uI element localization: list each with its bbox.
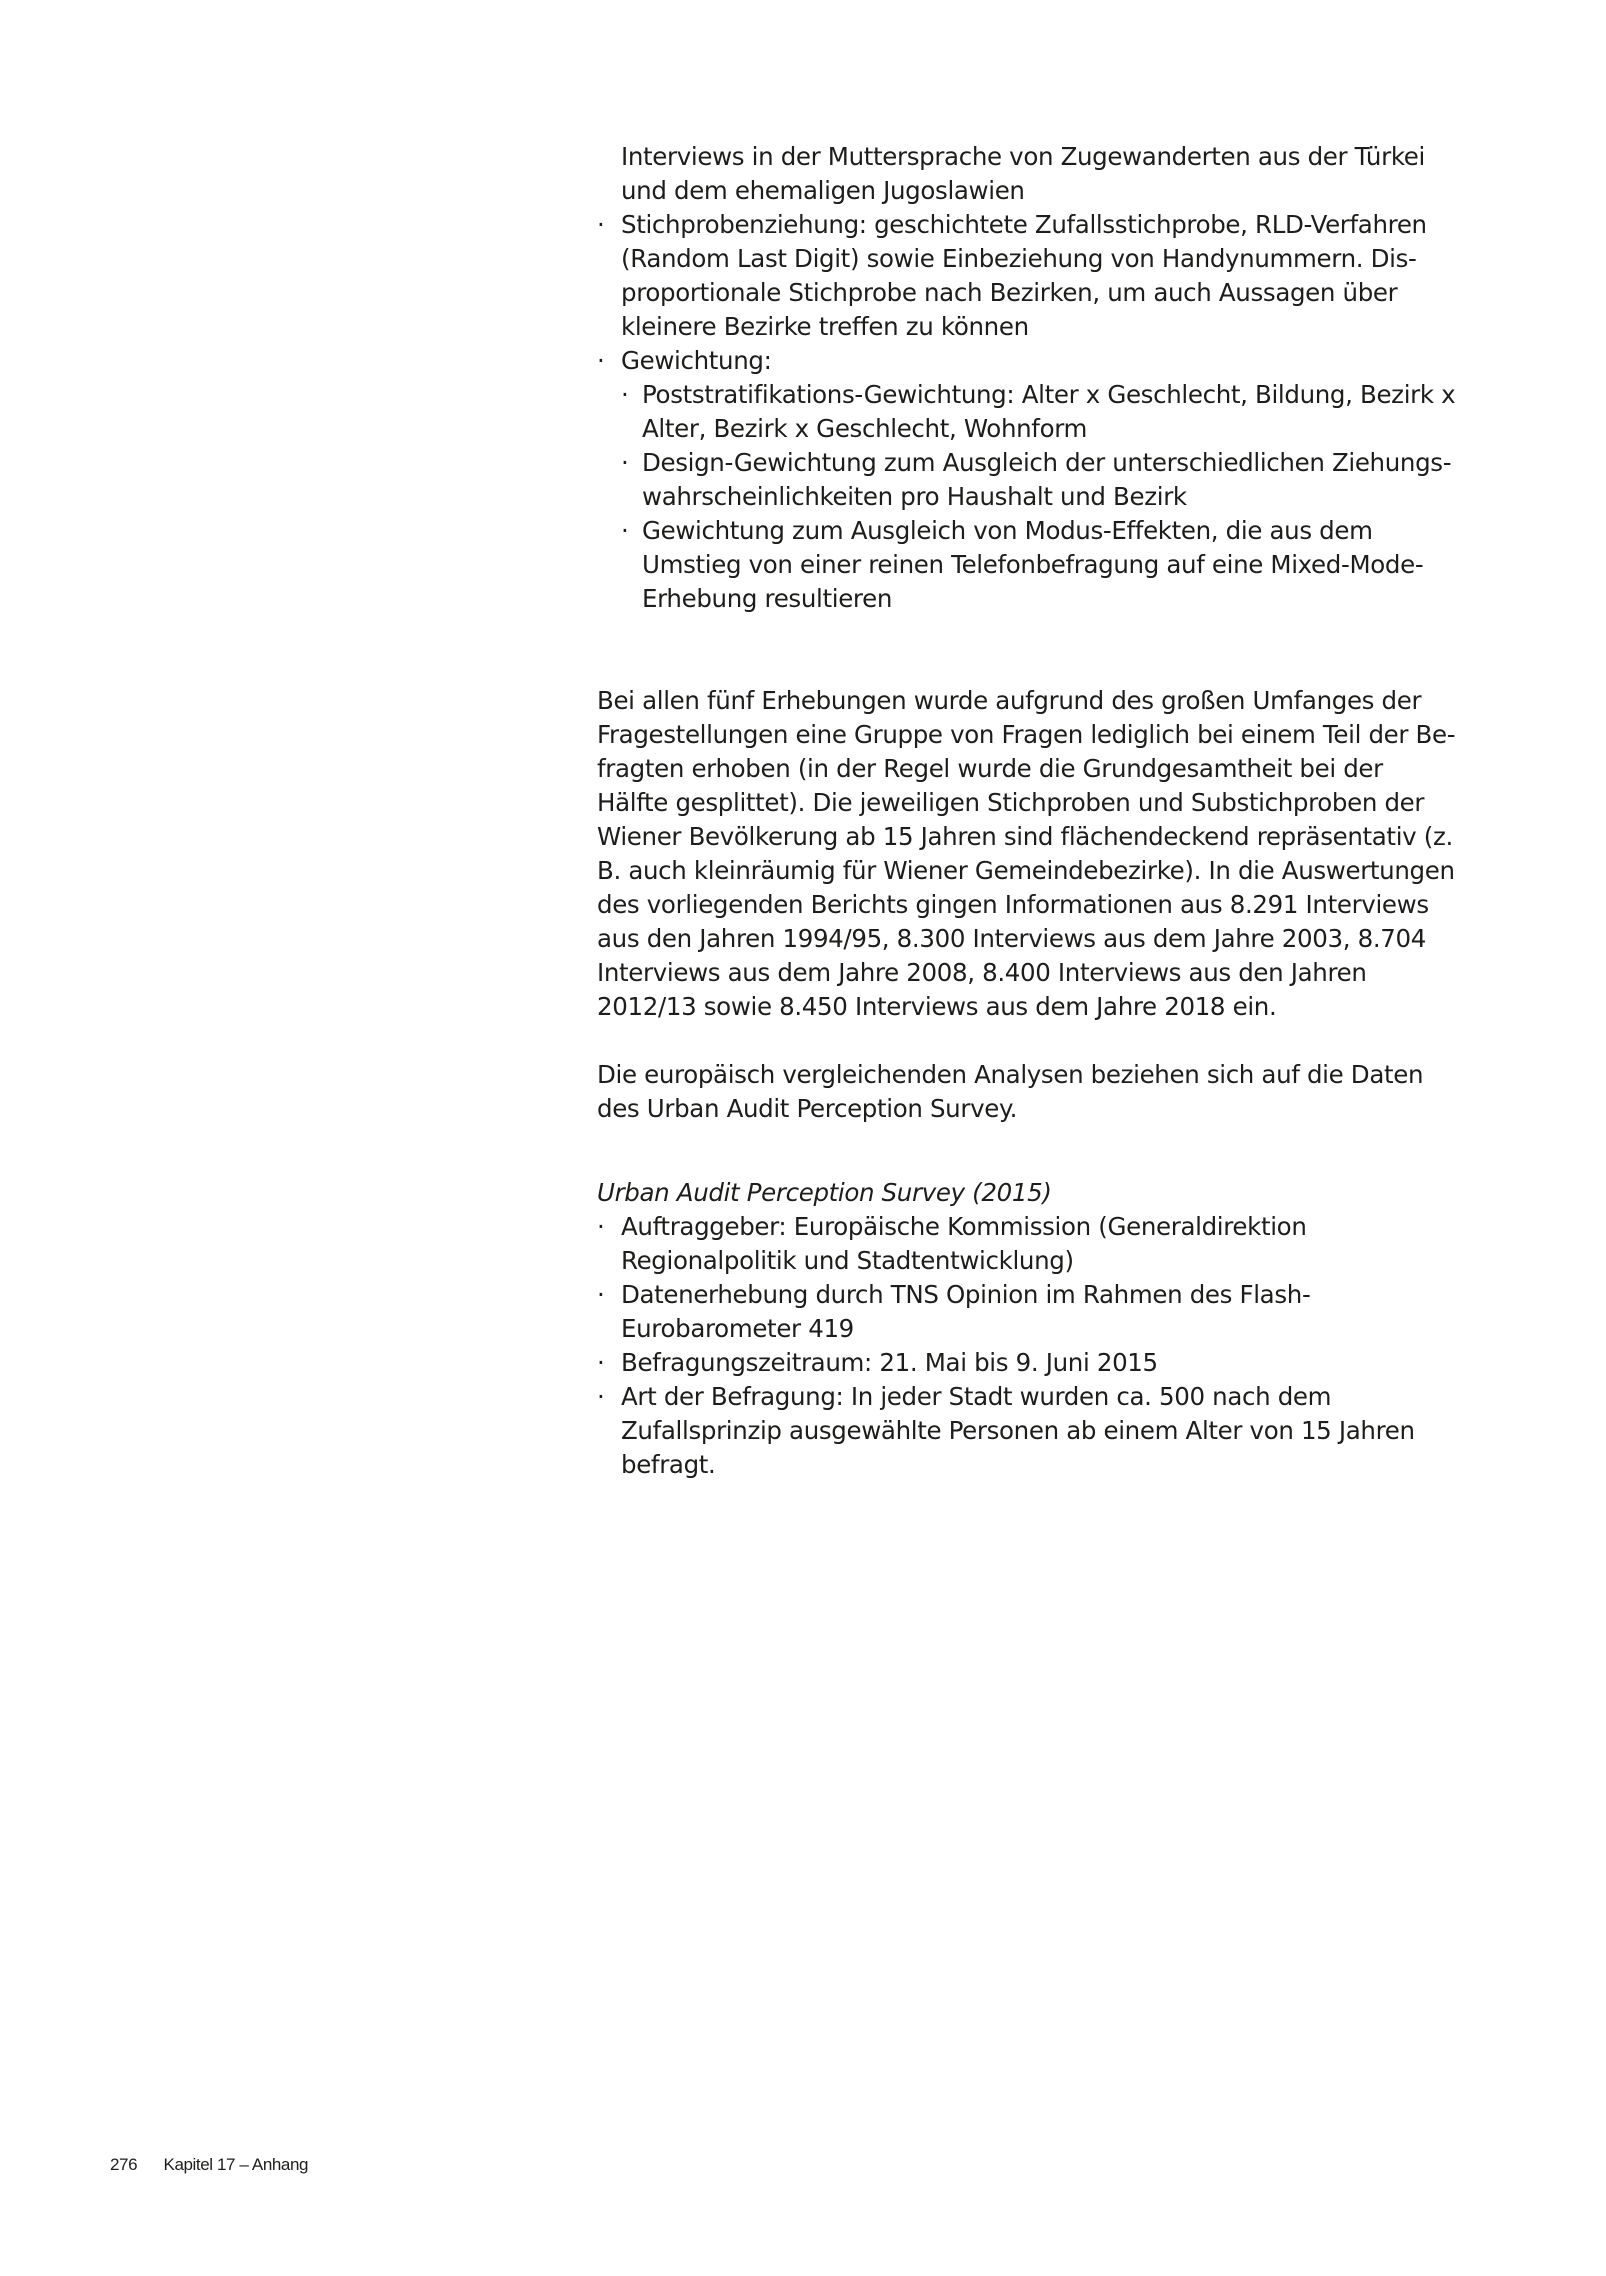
sublist-item-text: Poststratifikations-Gewichtung: Alter x Geschlecht, Bildung, Bezirk x Alter, Bezirk x Geschlecht, Wohnform <box>642 380 1456 443</box>
list-item <box>597 1380 1457 1482</box>
sublist-item-text: Design-Gewichtung zum Ausgleich der unterschiedlichen Ziehungswahrscheinlichkeiten pro Haushalt und Bezirk <box>642 448 1452 511</box>
sublist-item <box>621 446 1457 514</box>
spacer <box>597 616 1457 684</box>
paragraph-surveys: Bei allen fünf Erhebungen wurde aufgrund des großen Umfanges der Fragestellungen eine Gruppe von Fragen lediglich bei einem Teil der Befragten erhoben (in der Regel wurde die Grundgesamtheit bei der Hälfte gesplittet). Die jeweiligen Stichproben und Substichproben der Wiener Bevölkerung ab 15 Jahren sind flächendeckend repräsentativ (z. B. auch kleinräumig für Wiener Gemeindebezirke). In die Auswertungen des vorliegenden Berichts gingen Informationen aus 8.291 Interviews aus den Jahren 1994/95, 8.300 Interviews aus dem Jahre 2003, 8.704 Interviews aus dem Jahre 2008, 8.400 Interviews aus den Jahren 2012/13 sowie 8.450 Interviews aus dem Jahre 2018 ein. <box>597 686 1456 1021</box>
list-item <box>597 344 1457 616</box>
sublist-item <box>621 514 1457 616</box>
list-item-text: Stichprobenziehung: geschichtete Zufallsstichprobe, RLD-Verfahren (Random Last Digit) sowie Einbeziehung von Handynummern. Disproportionale Stichprobe nach Bezirken, um auch Aussagen über kleinere Bezirke treffen zu können <box>621 210 1427 341</box>
list-item-text: Art der Befragung: In jeder Stadt wurden ca. 500 nach dem Zufallsprinzip ausgewählte Personen ab einem Alter von 15 Jahren befragt. <box>621 1382 1415 1479</box>
paragraph-european-comparison: Die europäisch vergleichenden Analysen beziehen sich auf die Daten des Urban Audit Perception Survey. <box>597 1060 1424 1123</box>
list-item <box>597 1210 1457 1278</box>
list-item-text: Auftraggeber: Europäische Kommission (Generaldirektion Regionalpolitik und Stadtentwicklung) <box>621 1212 1307 1275</box>
weighting-sublist <box>621 378 1457 616</box>
chapter-label: Kapitel 17 – Anhang <box>163 2155 309 2174</box>
urban-audit-bullet-list <box>597 1210 1457 1482</box>
spacer <box>597 1126 1457 1176</box>
urban-audit-heading: Urban Audit Perception Survey (2015) <box>597 1178 1052 1207</box>
spacer <box>597 1024 1457 1058</box>
list-item <box>597 208 1457 344</box>
main-content <box>597 140 1457 1482</box>
sublist-item-text: Gewichtung zum Ausgleich von Modus-Effekten, die aus dem Umstieg von einer reinen Telefonbefragung auf eine Mixed-Mode-Erhebung resultieren <box>642 516 1424 613</box>
list-item-text: Befragungszeitraum: 21. Mai bis 9. Juni 2015 <box>621 1348 1158 1377</box>
page-number: 276 <box>110 2155 138 2174</box>
list-item-text: Datenerhebung durch TNS Opinion im Rahmen des Flash-Eurobarometer 419 <box>621 1280 1311 1343</box>
list-item <box>597 1278 1457 1346</box>
list-item-text: Gewichtung: <box>621 346 772 375</box>
list-item <box>597 1346 1457 1380</box>
page-footer <box>110 2155 308 2175</box>
method-bullet-list <box>597 208 1457 616</box>
sublist-item <box>621 378 1457 446</box>
intro-continuation-text: Interviews in der Muttersprache von Zugewanderten aus der Türkei und dem ehemaligen Jugoslawien <box>621 142 1425 205</box>
